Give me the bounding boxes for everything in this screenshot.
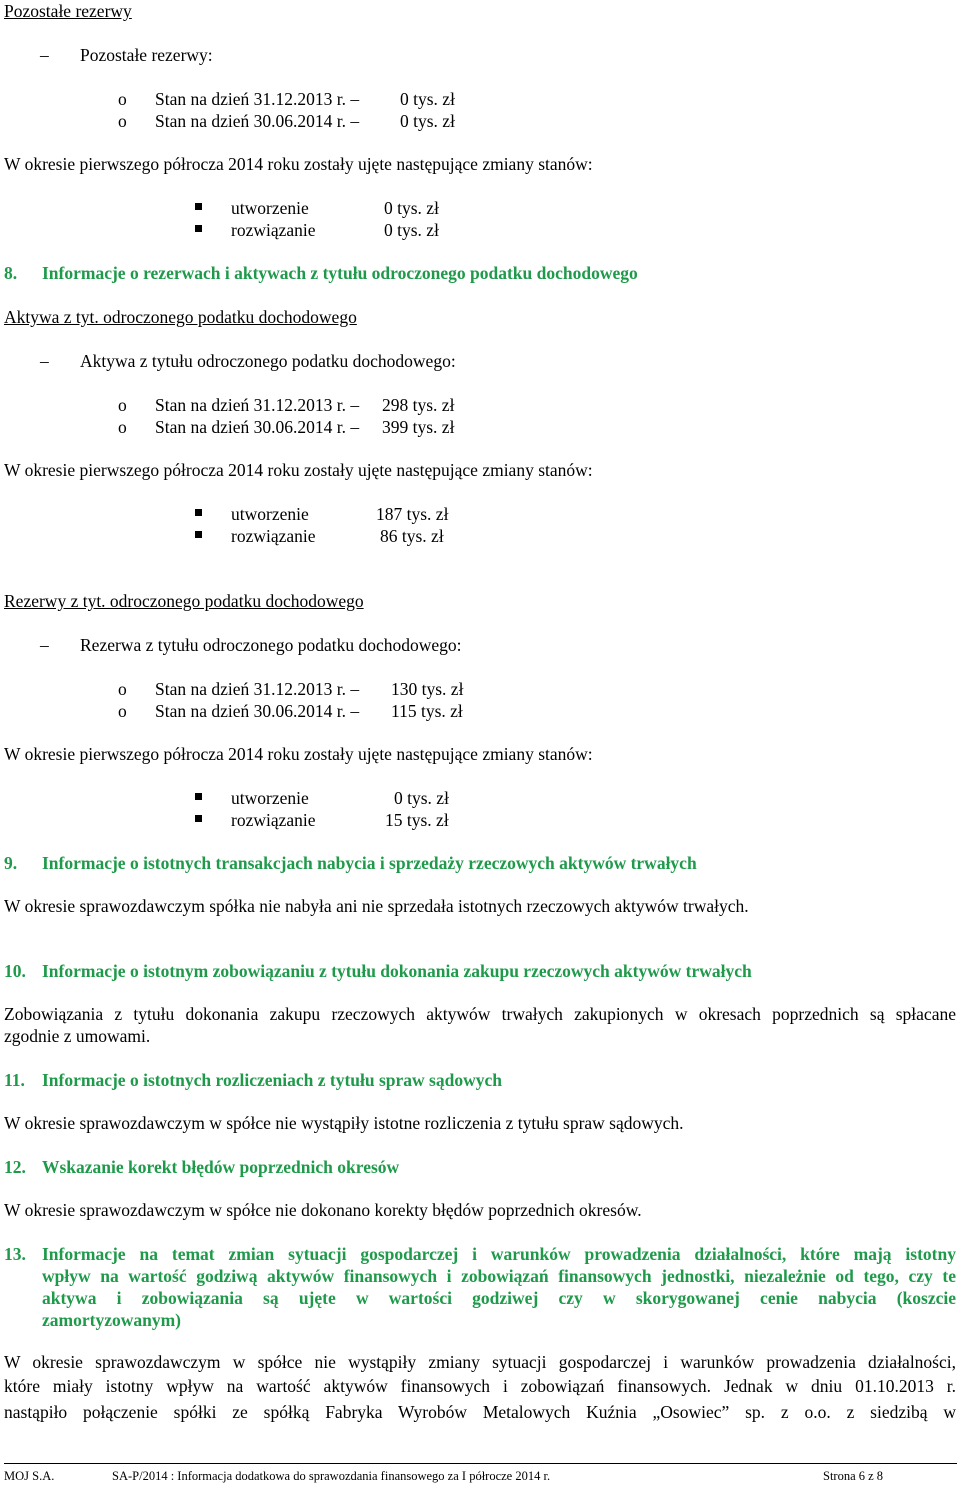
section-title-line: zamortyzowanym) <box>42 1310 181 1330</box>
change-value: 0 tys. zł <box>384 198 439 218</box>
circle-bullet: o <box>118 111 127 131</box>
change-value: 0 tys. zł <box>384 220 439 240</box>
list-item-date: Stan na dzień 30.06.2014 r. – <box>155 417 360 437</box>
square-bullet-icon <box>195 815 202 822</box>
paragraph-line: nastąpiło połączenie spółki ze spółką Fabryka Wyrobów Metalowych Kuźnia „Osowiec” sp. z o.o. z siedzibą w <box>4 1402 956 1422</box>
square-bullet-icon <box>195 203 202 210</box>
change-label: rozwiązanie <box>231 810 316 830</box>
change-value: 0 tys. zł <box>394 788 449 808</box>
list-item-date: Stan na dzień 31.12.2013 r. – <box>155 679 360 699</box>
subheading-deferred-tax-reserves: Rezerwy z tyt. odroczonego podatku dochodowego <box>4 591 364 611</box>
paragraph: W okresie sprawozdawczym w spółce nie dokonano korekty błędów poprzednich okresów. <box>4 1200 642 1220</box>
list-label: Aktywa z tytułu odroczonego podatku dochodowego: <box>80 351 456 371</box>
circle-bullet: o <box>118 701 127 721</box>
list-item-value: 130 tys. zł <box>391 679 464 699</box>
list-label: Pozostałe rezerwy: <box>80 45 213 65</box>
change-label: utworzenie <box>231 504 309 524</box>
change-value: 187 tys. zł <box>376 504 449 524</box>
list-item-value: 399 tys. zł <box>382 417 455 437</box>
circle-bullet: o <box>118 89 127 109</box>
section-title: Wskazanie korekt błędów poprzednich okresów <box>42 1157 400 1177</box>
paragraph-line: W okresie sprawozdawczym w spółce nie wystąpiły zmiany sytuacji gospodarczej i warunków prowadzenia działalności, <box>4 1352 956 1372</box>
paragraph-line: zgodnie z umowami. <box>4 1026 151 1046</box>
footer-rule <box>4 1463 957 1464</box>
paragraph-line: które miały istotny wpływ na wartość aktywów finansowych i zobowiązań finansowych. Jednak w dniu 01.10.2013 r. <box>4 1376 956 1396</box>
section-number: 8. <box>4 263 18 283</box>
section-title: Informacje o istotnych transakcjach nabycia i sprzedaży rzeczowych aktywów trwałych <box>42 853 697 873</box>
section-title-line: Informacje na temat zmian sytuacji gospodarczej i warunków prowadzenia działalności, które mają istotny <box>42 1244 956 1264</box>
footer-page-number: Strona 6 z 8 <box>823 1469 884 1483</box>
footer-company: MOJ S.A. <box>4 1469 55 1483</box>
circle-bullet: o <box>118 679 127 699</box>
change-label: rozwiązanie <box>231 526 316 546</box>
circle-bullet: o <box>118 417 127 437</box>
subheading-deferred-tax-assets: Aktywa z tyt. odroczonego podatku dochodowego <box>4 307 357 327</box>
change-label: rozwiązanie <box>231 220 316 240</box>
section-number: 13. <box>4 1244 26 1264</box>
paragraph-line: Zobowiązania z tytułu dokonania zakupu rzeczowych aktywów trwałych zakupionych w okresach poprzednich są spłacane <box>4 1004 956 1024</box>
change-value: 86 tys. zł <box>380 526 444 546</box>
list-item-date: Stan na dzień 30.06.2014 r. – <box>155 701 360 721</box>
section-title-line: wpływ na wartość godziwą aktywów finansowych i zobowiązań finansowych jednostki, niezależnie od tego, czy te <box>42 1266 956 1286</box>
paragraph: W okresie sprawozdawczym w spółce nie wystąpiły istotne rozliczenia z tytułu spraw sądowych. <box>4 1113 684 1133</box>
square-bullet-icon <box>195 531 202 538</box>
change-label: utworzenie <box>231 198 309 218</box>
subheading-other-reserves: Pozostałe rezerwy <box>4 1 132 21</box>
section-title: Informacje o istotnych rozliczeniach z tytułu spraw sądowych <box>42 1070 502 1090</box>
changes-intro: W okresie pierwszego półrocza 2014 roku zostały ujęte następujące zmiany stanów: <box>4 154 593 174</box>
circle-bullet: o <box>118 395 127 415</box>
dash-bullet: – <box>40 45 49 65</box>
paragraph: W okresie sprawozdawczym spółka nie nabyła ani nie sprzedała istotnych rzeczowych aktywów trwałych. <box>4 896 749 916</box>
list-item-date: Stan na dzień 31.12.2013 r. – <box>155 395 360 415</box>
list-item-date: Stan na dzień 30.06.2014 r. – <box>155 111 360 131</box>
square-bullet-icon <box>195 225 202 232</box>
dash-bullet: – <box>40 351 49 371</box>
square-bullet-icon <box>195 509 202 516</box>
changes-intro: W okresie pierwszego półrocza 2014 roku zostały ujęte następujące zmiany stanów: <box>4 460 593 480</box>
list-item-date: Stan na dzień 31.12.2013 r. – <box>155 89 360 109</box>
change-value: 15 tys. zł <box>385 810 449 830</box>
section-title-line: aktywa i zobowiązania są ujęte w wartości godziwej czy w skorygowanej cenie nabycia (koszcie <box>42 1288 956 1308</box>
list-item-value: 115 tys. zł <box>391 701 463 721</box>
dash-bullet: – <box>40 635 49 655</box>
section-number: 9. <box>4 853 18 873</box>
footer-document-title: SA-P/2014 : Informacja dodatkowa do sprawozdania finansowego za I półrocze 2014 r. <box>112 1469 551 1483</box>
list-item-value: 0 tys. zł <box>400 111 455 131</box>
section-number: 11. <box>4 1070 25 1090</box>
section-title: Informacje o istotnym zobowiązaniu z tytułu dokonania zakupu rzeczowych aktywów trwałych <box>42 961 752 981</box>
list-item-value: 298 tys. zł <box>382 395 455 415</box>
section-number: 10. <box>4 961 26 981</box>
list-item-value: 0 tys. zł <box>400 89 455 109</box>
list-label: Rezerwa z tytułu odroczonego podatku dochodowego: <box>80 635 462 655</box>
square-bullet-icon <box>195 793 202 800</box>
change-label: utworzenie <box>231 788 309 808</box>
changes-intro: W okresie pierwszego półrocza 2014 roku zostały ujęte następujące zmiany stanów: <box>4 744 593 764</box>
section-title: Informacje o rezerwach i aktywach z tytułu odroczonego podatku dochodowego <box>42 263 638 283</box>
section-number: 12. <box>4 1157 26 1177</box>
